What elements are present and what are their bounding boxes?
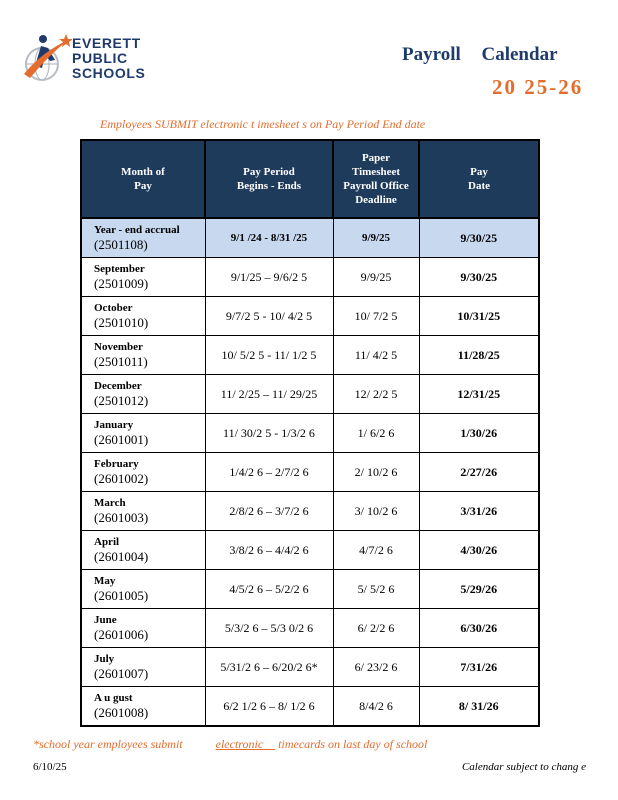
- pay-date-cell: 4/30/26: [419, 531, 539, 570]
- revision-date: 6/10/25: [33, 761, 67, 773]
- pay-period-cell: 3/8/2 6 – 4/4/2 6: [205, 531, 333, 570]
- pay-period-cell: 5/3/2 6 – 5/3 0/2 6: [205, 609, 333, 648]
- table-row: [81, 492, 539, 531]
- month-cell: September (2501009): [81, 258, 205, 297]
- month-cell: June (2601006): [81, 609, 205, 648]
- pay-date-cell: 7/31/26: [419, 648, 539, 687]
- deadline-cell: 6/ 23/2 6: [333, 648, 419, 687]
- pay-period-cell: 1/4/2 6 – 2/7/2 6: [205, 453, 333, 492]
- month-cell: January (2601001): [81, 414, 205, 453]
- logo-line-everett: EVERETT: [72, 35, 141, 51]
- page-title: Payroll Calendar: [402, 44, 558, 65]
- month-cell: A u gust (2601008): [81, 687, 205, 727]
- district-logo: [22, 30, 162, 90]
- header-pay-period: Pay Period Begins - Ends: [205, 140, 333, 218]
- deadline-cell: 5/ 5/2 6: [333, 570, 419, 609]
- pay-date-cell: 1/30/26: [419, 414, 539, 453]
- month-cell: March (2601003): [81, 492, 205, 531]
- table-row: [81, 648, 539, 687]
- month-cell: April (2601004): [81, 531, 205, 570]
- footnote-underlined: electronic__: [215, 737, 276, 751]
- table-row: [81, 336, 539, 375]
- pay-date-cell: 10/31/25: [419, 297, 539, 336]
- header-month-of-pay: Month of Pay: [81, 140, 205, 218]
- header-pay-date: Pay Date: [419, 140, 539, 218]
- deadline-cell: 3/ 10/2 6: [333, 492, 419, 531]
- pay-date-cell: 12/31/25: [419, 375, 539, 414]
- school-year-footnote: [33, 737, 427, 752]
- table-row: [81, 453, 539, 492]
- header-paper-timesheet-deadline: Paper Timesheet Payroll Office Deadline: [333, 140, 419, 218]
- pay-period-cell: 10/ 5/2 5 - 11/ 1/2 5: [205, 336, 333, 375]
- table-row: [81, 414, 539, 453]
- deadline-cell: 12/ 2/2 5: [333, 375, 419, 414]
- footnote-prefix: *school year employees submit: [33, 737, 183, 751]
- table-header-row: [81, 140, 539, 218]
- logo-wordmark: [72, 36, 145, 81]
- deadline-cell: 11/ 4/2 5: [333, 336, 419, 375]
- pay-date-cell: 9/30/25: [419, 258, 539, 297]
- table-row: [81, 218, 539, 258]
- month-cell: November (2501011): [81, 336, 205, 375]
- deadline-cell: 9/9/25: [333, 218, 419, 258]
- table-row: [81, 609, 539, 648]
- deadline-cell: 1/ 6/2 6: [333, 414, 419, 453]
- pay-period-cell: 11/ 30/2 5 - 1/3/2 6: [205, 414, 333, 453]
- pay-period-cell: 9/1/25 – 9/6/2 5: [205, 258, 333, 297]
- pay-date-cell: 5/29/26: [419, 570, 539, 609]
- pay-date-cell: 2/27/26: [419, 453, 539, 492]
- deadline-cell: 6/ 2/2 6: [333, 609, 419, 648]
- deadline-cell: 2/ 10/2 6: [333, 453, 419, 492]
- pay-date-cell: 9/30/25: [419, 218, 539, 258]
- pay-date-cell: 11/28/25: [419, 336, 539, 375]
- table-row: [81, 297, 539, 336]
- deadline-cell: 8/4/2 6: [333, 687, 419, 727]
- month-cell: October (2501010): [81, 297, 205, 336]
- month-cell: May (2601005): [81, 570, 205, 609]
- table-row: [81, 375, 539, 414]
- pay-period-cell: 2/8/2 6 – 3/7/2 6: [205, 492, 333, 531]
- logo-line-schools: SCHOOLS: [72, 65, 146, 81]
- deadline-cell: 4/7/2 6: [333, 531, 419, 570]
- logo-line-public: PUBLIC: [72, 50, 128, 66]
- pay-date-cell: 3/31/26: [419, 492, 539, 531]
- pay-period-cell: 5/31/2 6 – 6/20/2 6*: [205, 648, 333, 687]
- pay-period-cell: 9/1 /24 - 8/31 /25: [205, 218, 333, 258]
- school-year: 20 25-26: [492, 75, 584, 99]
- subject-to-change-note: Calendar subject to chang e: [461, 761, 586, 773]
- table-row: [81, 570, 539, 609]
- payroll-calendar-table: [80, 139, 540, 727]
- table-row: [81, 531, 539, 570]
- footnote-suffix: timecards on last day of school: [278, 737, 428, 751]
- deadline-cell: 9/9/25: [333, 258, 419, 297]
- month-cell: Year - end accrual (2501108): [81, 218, 205, 258]
- submit-note: Employees SUBMIT electronic t imesheet s on Pay Period End date: [100, 117, 426, 131]
- table-row: [81, 258, 539, 297]
- pay-period-cell: 6/2 1/2 6 – 8/ 1/2 6: [205, 687, 333, 727]
- pay-date-cell: 6/30/26: [419, 609, 539, 648]
- figure-swoosh-globe-icon: [22, 30, 72, 88]
- pay-period-cell: 4/5/2 6 – 5/2/2 6: [205, 570, 333, 609]
- deadline-cell: 10/ 7/2 5: [333, 297, 419, 336]
- table-row: [81, 687, 539, 727]
- pay-date-cell: 8/ 31/26: [419, 687, 539, 727]
- month-cell: July (2601007): [81, 648, 205, 687]
- pay-period-cell: 9/7/2 5 - 10/ 4/2 5: [205, 297, 333, 336]
- month-cell: December (2501012): [81, 375, 205, 414]
- month-cell: February (2601002): [81, 453, 205, 492]
- pay-period-cell: 11/ 2/25 – 11/ 29/25: [205, 375, 333, 414]
